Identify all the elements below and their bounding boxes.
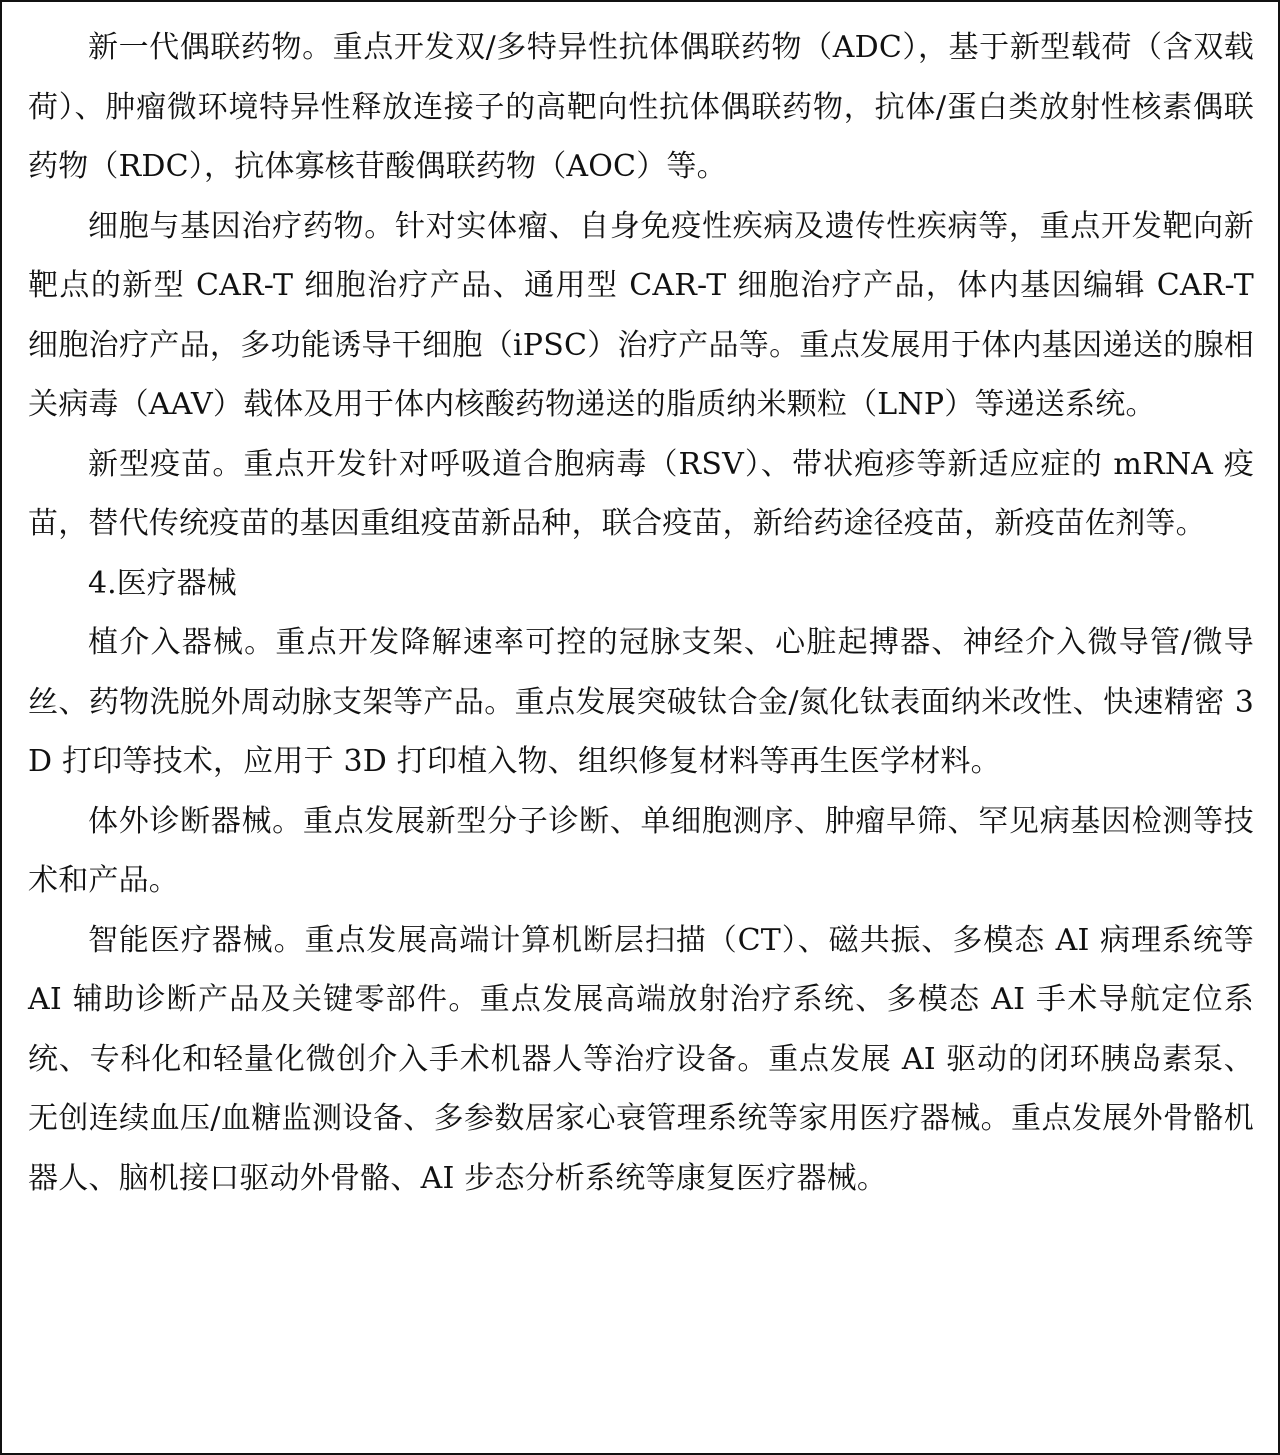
paragraph-ivd-devices: 体外诊断器械。重点发展新型分子诊断、单细胞测序、肿瘤早筛、罕见病基因检测等技术和产品。 [28, 803, 1254, 898]
paragraph-cell-gene-therapy: 细胞与基因治疗药物。针对实体瘤、自身免疫性疾病及遗传性疾病等，重点开发靶向新靶点的新型 CAR-T 细胞治疗产品、通用型 CAR-T 细胞治疗产品，体内基因编辑 CAR-T 细胞治疗产品，多功能诱导干细胞（iPSC）治疗产品等。重点发展用于体内基因递送的腺相关病毒（AAV）载体及用于体内核酸药物递送的脂质纳米颗粒（LNP）等递送系统。 [28, 208, 1254, 422]
paragraph-conjugate-drugs: 新一代偶联药物。重点开发双/多特异性抗体偶联药物（ADC），基于新型载荷（含双载荷）、肿瘤微环境特异性释放连接子的高靶向性抗体偶联药物，抗体/蛋白类放射性核素偶联药物（RDC），抗体寡核苷酸偶联药物（AOC）等。 [28, 30, 1254, 184]
section-heading-medical-devices: 4.医疗器械 [88, 565, 237, 601]
paragraph-implant-devices: 植介入器械。重点开发降解速率可控的冠脉支架、心脏起搏器、神经介入微导管/微导丝、药物洗脱外周动脉支架等产品。重点发展突破钛合金/氮化钛表面纳米改性、快速精密 3D 打印等技术，应用于 3D 打印植入物、组织修复材料等再生医学材料。 [28, 625, 1254, 779]
paragraph-smart-medical-devices: 智能医疗器械。重点发展高端计算机断层扫描（CT）、磁共振、多模态 AI 病理系统等 AI 辅助诊断产品及关键零部件。重点发展高端放射治疗系统、多模态 AI 手术导航定位系统、专科化和轻量化微创介入手术机器人等治疗设备。重点发展 AI 驱动的闭环胰岛素泵、无创连续血压/血糖监测设备、多参数居家心衰管理系统等家用医疗器械。重点发展外骨骼机器人、脑机接口驱动外骨骼、AI 步态分析系统等康复医疗器械。 [28, 922, 1254, 1196]
paragraph-new-vaccines: 新型疫苗。重点开发针对呼吸道合胞病毒（RSV）、带状疱疹等新适应症的 mRNA 疫苗，替代传统疫苗的基因重组疫苗新品种，联合疫苗，新给药途径疫苗，新疫苗佐剂等。 [28, 446, 1254, 541]
